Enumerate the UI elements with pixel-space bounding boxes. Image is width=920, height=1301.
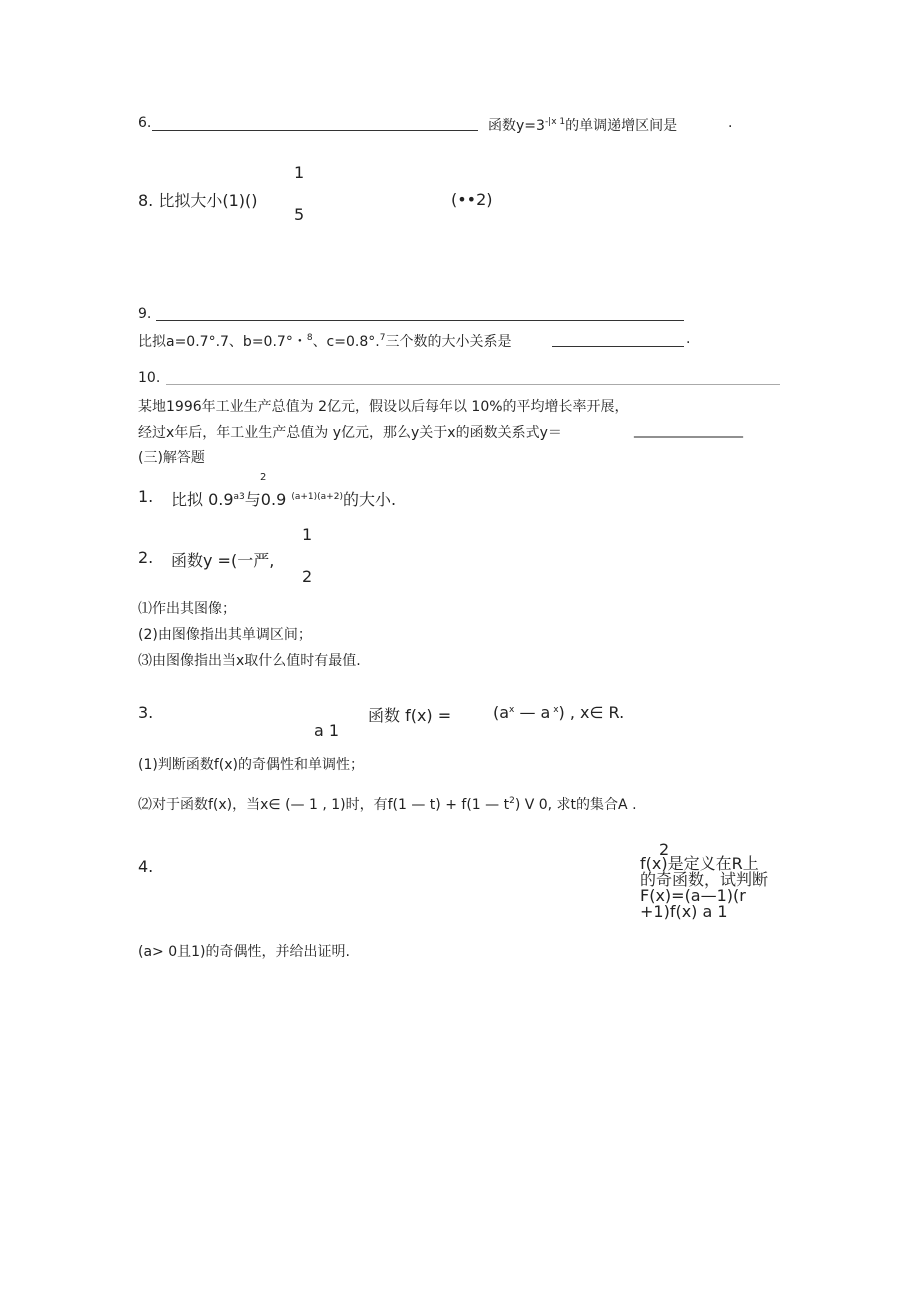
p1-number: 1. [138,487,154,506]
p3-item2-a: ⑵对于函数f(x)，当x∈ (— 1 , 1)时，有f(1 — t) + f(1 — t [138,797,510,813]
p3-formula [493,703,624,722]
p4-top: 2 [659,840,670,859]
p1-text-b: 与0.9 [244,490,287,509]
p3-item2 [138,794,637,814]
p2-item2: (2)由图像指出其单调区间； [138,627,312,643]
q8-frac-num: 1 [294,163,305,182]
p3-text-a: 函数 f(x) = [368,706,452,725]
p1-exp-top: 2 [260,472,267,483]
q9-top-blank [156,320,684,321]
q10-answer-blank: ________________ [634,422,743,438]
q9-answer-blank [552,346,684,347]
q9-end: . [686,331,691,347]
q6-number: 6. [138,115,152,131]
p2-frac-num: 1 [302,525,313,544]
p4-tail: (a> 0且1)的奇偶性，并给出证明. [138,944,350,960]
q8-frac-den: 5 [294,205,305,224]
p1-text-c: 的大小. [342,490,397,509]
p3-sup2: x [550,705,559,715]
p4-line1: f(x)是定义在R上 [640,854,759,873]
p2-text: 函数y =(一严, [171,551,275,570]
p3-item2-b: ) V 0, 求t的集合A . [514,797,637,813]
q9-text-a: 比拟a=0.7°.7、b=0.7°・ [138,334,307,350]
p2-item3: ⑶由图像指出当x取什么值时有最值. [138,653,361,669]
q6-text-b: 的单调递增区间是 [565,118,678,134]
q6-text [488,115,677,135]
p1-text [171,487,396,510]
p4-line2: 的奇函数，试判断 [640,870,769,889]
q10-line2: 经过x年后，年工业生产总值为 y亿元，那么y关于x的函数关系式y＝ [138,425,562,441]
p3-sup1: x [509,705,515,715]
p3-text-b: (a [493,703,510,722]
p3-text-c: — a [514,703,551,722]
q9-text-c: 三个数的大小关系是 [385,334,512,350]
q10-top-blank [166,384,780,385]
q6-blank [152,130,478,131]
q6-end: . [728,115,733,131]
p3-item2-sup: 2 [509,796,515,806]
p3-number: 3. [138,703,154,722]
q9-text [138,331,511,351]
p3-below: a 1 [314,721,340,740]
q9-sup2: 7 [379,333,386,343]
p4-number: 4. [138,857,154,876]
p1-sup1: a3 [233,492,245,502]
q10-number: 10. [138,370,161,386]
q6-exponent: -|x 1 [544,117,566,127]
section-3-title: (三)解答题 [138,450,205,466]
p3-item1: (1)判断函数f(x)的奇偶性和单调性； [138,757,364,773]
q8-text: 8. 比拟大小(1)() [138,191,258,210]
p2-frac-den: 2 [302,567,313,586]
q8-part2: (••2) [451,190,493,209]
p1-sup2: (a+1)(a+2) [291,492,343,502]
p4-line3: F(x)=(a—1)(r [640,886,746,905]
q9-sup1: 8 [306,333,313,343]
p3-text-d: ) , x∈ R. [558,703,625,722]
q6-text-a: 函数y=3 [488,118,545,134]
q9-number: 9. [138,306,152,322]
q9-text-b: 、c=0.8°. [312,334,380,350]
q10-line1: 某地1996年工业生产总值为 2亿元，假设以后每年以 10%的平均增长率开展， [138,399,629,415]
p2-item1: ⑴作出其图像； [138,601,236,617]
p4-line4: +1)f(x) a 1 [640,902,728,921]
p1-text-a: 比拟 0.9 [171,490,234,509]
p2-number: 2. [138,548,154,567]
